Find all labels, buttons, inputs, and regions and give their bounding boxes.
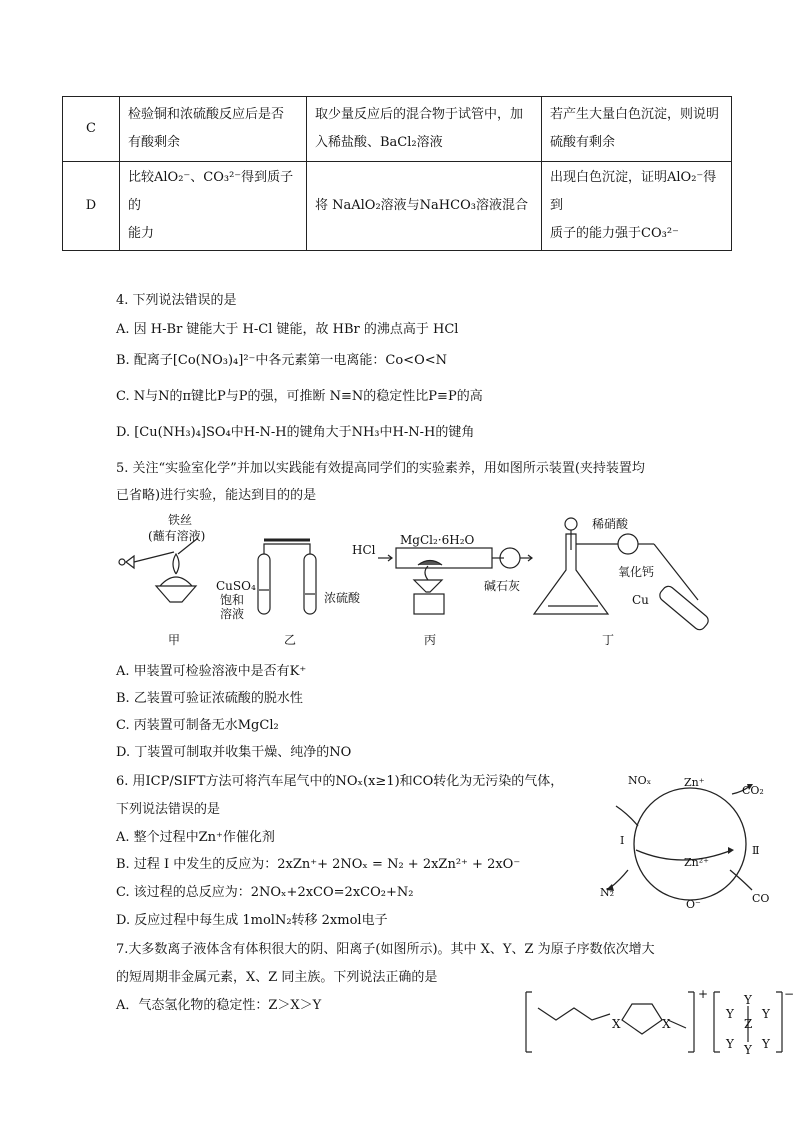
row-label: D: [63, 162, 120, 251]
conclusion-cell: 出现白色沉淀，证明AlO₂⁻得到 质子的能力强于CO₃²⁻: [542, 162, 732, 251]
label-mgcl2: MgCl₂·6H₂O: [400, 533, 475, 547]
row-label: C: [63, 97, 120, 162]
label-zn2-plus: Zn²⁺: [684, 856, 709, 869]
label-n2: N₂: [600, 886, 615, 899]
q7-option-a: A．气态氢化物的稳定性：Z＞X＞Y: [116, 998, 322, 1013]
label-zn-plus: Zn⁺: [684, 776, 705, 789]
q4-option-c: C. N与N的π键比P与P的强，可推断 N≡N的稳定性比P≡P的高: [116, 389, 483, 404]
label-zhanyou: (蘸有溶液): [148, 529, 206, 543]
label-yi: 乙: [284, 633, 297, 647]
q5-option-c: C. 丙装置可制备无水MgCl₂: [116, 718, 279, 733]
label-co2: CO₂: [742, 784, 764, 797]
label-tiesi: 铁丝: [168, 513, 193, 527]
purpose-cell: 检验铜和浓硫酸反应后是否 有酸剩余: [120, 97, 307, 162]
cycle-figure: [592, 770, 782, 910]
q6-stem-line1: 6. 用ICP/SIFT方法可将汽车尾气中的NOₓ(x≥1)和CO转化为无污染的气体，: [116, 774, 564, 789]
anion-charge: −: [784, 987, 794, 1001]
label-nox: NOₓ: [628, 774, 652, 787]
atom-y-bottom: Y: [744, 1043, 752, 1057]
q5-option-a: A. 甲装置可检验溶液中是否有K⁺: [116, 664, 307, 679]
operation-cell: 取少量反应后的混合物于试管中，加 入稀盐酸、BaCl₂溶液: [307, 97, 542, 162]
atom-y-ur: Y: [762, 1007, 770, 1021]
q5-option-d: D. 丁装置可制取并收集干燥、纯净的NO: [116, 745, 352, 760]
label-bing: 丙: [424, 633, 437, 647]
q6-option-d: D. 反应过程中每生成 1molN₂转移 2xmol电子: [116, 913, 388, 928]
q4-option-a: A. 因 H-Br 键能大于 H-Cl 键能，故 HBr 的沸点高于 HCl: [116, 322, 459, 337]
options-table: [62, 96, 732, 251]
q6-option-b: B. 过程 I 中发生的反应为：2xZn⁺+ 2NOₓ = N₂ + 2xZn²⁺ + 2xO⁻: [116, 857, 521, 872]
atom-y-top: Y: [744, 993, 752, 1007]
q5-option-b: B. 乙装置可验证浓硫酸的脱水性: [116, 691, 303, 706]
atom-y-lr: Y: [762, 1037, 770, 1051]
q4-option-b: B. 配离子[Co(NO₃)₄]²⁻中各元素第一电离能：Co<O<N: [116, 353, 447, 368]
q4-stem: 4. 下列说法错误的是: [116, 293, 237, 308]
label-o-minus: O⁻: [686, 898, 701, 911]
atom-x-2: X: [662, 1017, 671, 1031]
atom-y-ll: Y: [726, 1037, 734, 1051]
apparatus-yi: [258, 540, 316, 614]
atom-y-ul: Y: [726, 1007, 734, 1021]
table-row: [63, 97, 732, 162]
label-ding: 丁: [602, 633, 615, 647]
atom-z: Z: [744, 1017, 753, 1031]
label-nongliusuan: 浓硫酸: [324, 591, 361, 605]
q4-option-d: D. [Cu(NH₃)₄]SO₄中H-N-H的键角大于NH₃中H-N-H的键角: [116, 425, 475, 440]
label-jia: 甲: [168, 633, 181, 647]
q5-stem-line2: 已省略)进行实验，能达到目的的是: [116, 488, 317, 503]
table-row: [63, 162, 732, 251]
q5-stem-line1: 5. 关注“实验室化学”并加以实践能有效提高同学们的实验素养，用如图所示装置(夹持装置均: [116, 461, 645, 476]
purpose-cell: 比较AlO₂⁻、CO₃²⁻得到质子的 能力: [120, 162, 307, 251]
label-co: CO: [752, 892, 770, 905]
conclusion-cell: 若产生大量白色沉淀，则说明 硫酸有剩余: [542, 97, 732, 162]
label-process-i: I: [620, 834, 625, 847]
ionic-liquid-figure: [520, 986, 794, 1060]
q7-stem-line1: 7.大多数离子液体含有体积很大的阴、阳离子(如图所示)。其中 X、Y、Z 为原子序数依次增大: [116, 942, 655, 957]
label-xixiaosuan: 稀硝酸: [592, 517, 629, 531]
label-jianshihui: 碱石灰: [484, 579, 521, 593]
label-baohe: 饱和: [220, 593, 245, 607]
label-yanghuagai: 氧化钙: [618, 565, 655, 579]
q7-stem-line2: 的短周期非金属元素，X、Z 同主族。下列说法正确的是: [116, 970, 438, 985]
q6-stem-line2: 下列说法错误的是: [116, 802, 221, 817]
q6-option-c: C. 该过程的总反应为：2NOₓ+2xCO=2xCO₂+N₂: [116, 885, 414, 900]
operation-cell: 将 NaAlO₂溶液与NaHCO₃溶液混合: [307, 162, 542, 251]
atom-x-1: X: [612, 1017, 621, 1031]
label-cuso4: CuSO₄: [216, 579, 256, 593]
cation-charge: +: [698, 987, 709, 1001]
q6-option-a: A. 整个过程中Zn⁺作催化剂: [116, 830, 275, 845]
apparatus-jia: [119, 538, 198, 602]
label-rongye: 溶液: [220, 607, 245, 621]
apparatus-figure: [108, 510, 728, 650]
label-cu: Cu: [632, 593, 649, 607]
label-hcl: HCl: [352, 543, 376, 557]
label-process-ii: Ⅱ: [752, 844, 760, 857]
